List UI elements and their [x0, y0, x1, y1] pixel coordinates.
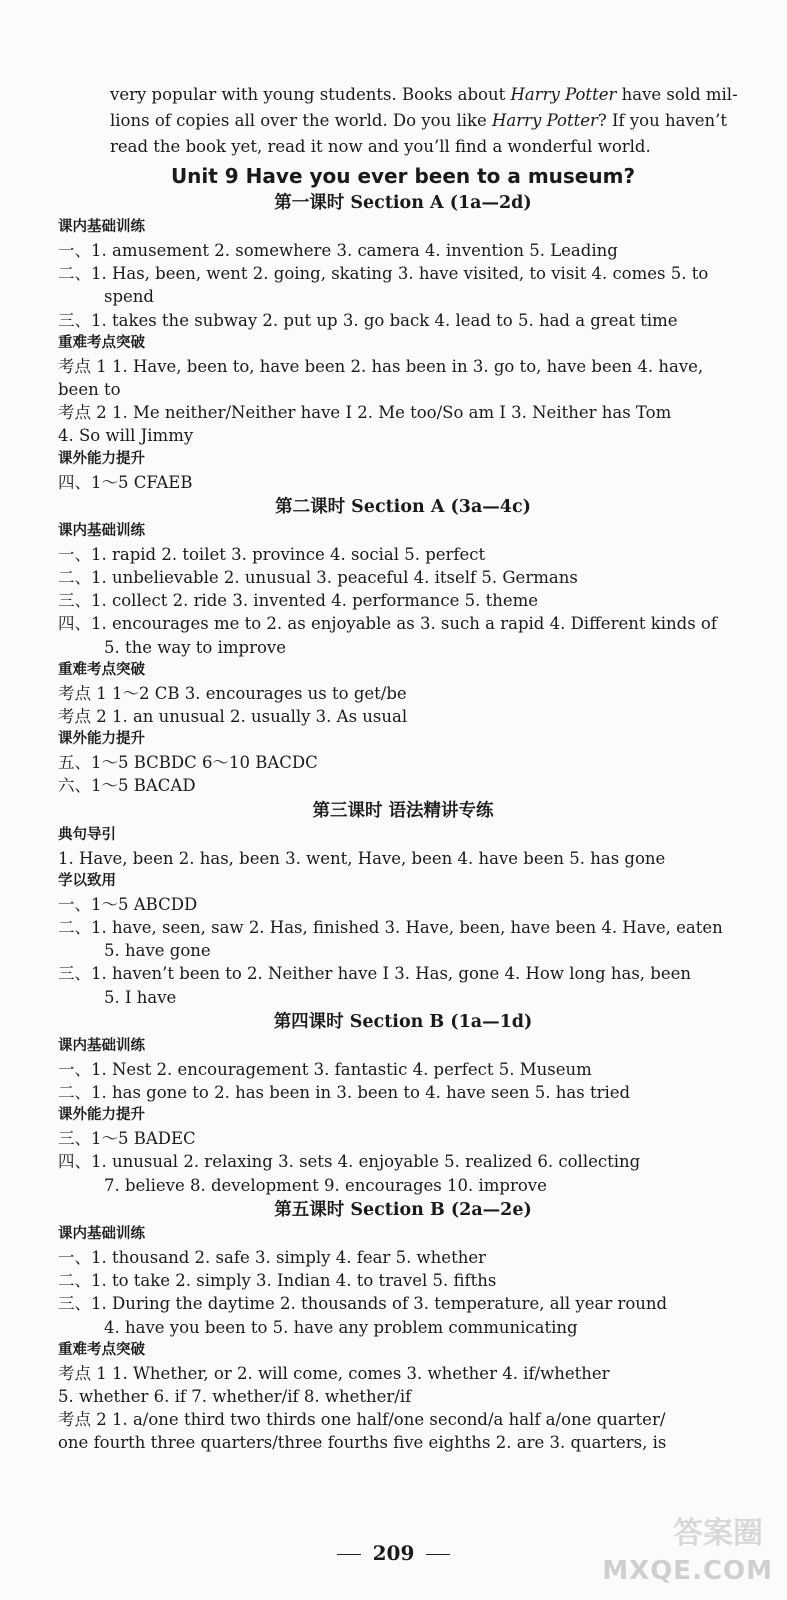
- answer-line: spend: [104, 287, 154, 307]
- lesson-heading: 第四课时 Section B (1a—1d): [273, 1011, 533, 1032]
- category-heading: 重难考点突破: [58, 1341, 145, 1358]
- lesson-heading: 第一课时 Section A (1a—2d): [274, 193, 532, 213]
- answer-line: 二、1. to take 2. simply 3. Indian 4. to travel 5. fifths: [58, 1271, 497, 1291]
- answer-line: 5. the way to improve: [104, 637, 286, 657]
- answer-line: 4. So will Jimmy: [58, 426, 194, 446]
- page-number: 209: [0, 1541, 787, 1565]
- answer-line: 四、1. encourages me to 2. as enjoyable as 3. such a rapid 4. Different kinds of: [58, 614, 717, 634]
- answer-line: 一、1～5 ABCDD: [58, 894, 198, 914]
- category-heading: 课内基础训练: [58, 219, 145, 235]
- intro-line-3: read the book yet, read it now and you’ll find a wonderful world.: [110, 137, 651, 156]
- lesson-heading: 第二课时 Section A (3a—4c): [275, 496, 531, 517]
- answer-line: 二、1. has gone to 2. has been in 3. been to 4. have seen 5. has tried: [58, 1083, 631, 1103]
- answer-line: 考点 1 1. Have, been to, have been 2. has been in 3. go to, have been 4. have,: [58, 356, 704, 376]
- category-heading: 课内基础训练: [58, 1225, 145, 1242]
- intro-line-2: lions of copies all over the world. Do you like Harry Potter? If you haven’t: [110, 111, 728, 130]
- answer-line: 四、1～5 CFAEB: [58, 472, 193, 492]
- answer-line: 三、1. During the daytime 2. thousands of 3. temperature, all year round: [58, 1294, 668, 1314]
- answer-line: 5. whether 6. if 7. whether/if 8. whether/if: [58, 1386, 412, 1406]
- lesson-heading: 第三课时 语法精讲专练: [312, 800, 494, 821]
- answer-line: 四、1. unusual 2. relaxing 3. sets 4. enjoyable 5. realized 6. collecting: [58, 1152, 641, 1172]
- answer-line: 4. have you been to 5. have any problem communicating: [104, 1317, 578, 1337]
- answer-line: 二、1. have, seen, saw 2. Has, finished 3. Have, been, have been 4. Have, eaten: [58, 918, 723, 938]
- category-heading: 重难考点突破: [58, 661, 145, 678]
- category-heading: 重难考点突破: [58, 334, 145, 351]
- answer-line: one fourth three quarters/three fourths five eighths 2. are 3. quarters, is: [58, 1433, 667, 1453]
- answer-line: 7. believe 8. development 9. encourages 10. improve: [104, 1175, 547, 1195]
- answer-line: 考点 2 1. a/one third two thirds one half/one second/a half a/one quarter/: [58, 1410, 666, 1430]
- answer-line: 三、1. haven’t been to 2. Neither have I 3. Has, gone 4. How long has, been: [58, 964, 692, 984]
- category-heading: 课内基础训练: [58, 1037, 145, 1054]
- answer-line: 三、1～5 BADEC: [58, 1129, 196, 1149]
- answer-line: 二、1. unbelievable 2. unusual 3. peaceful 4. itself 5. Germans: [58, 568, 578, 588]
- unit-title: Unit 9 Have you ever been to a museum?: [170, 164, 636, 188]
- answer-line: been to: [58, 380, 121, 400]
- answer-line: 5. I have: [104, 987, 177, 1007]
- answer-line: 三、1. takes the subway 2. put up 3. go back 4. lead to 5. had a great time: [58, 310, 678, 330]
- answer-line: 一、1. amusement 2. somewhere 3. camera 4. invention 5. Leading: [58, 241, 618, 260]
- answer-line: 5. have gone: [104, 941, 211, 961]
- category-heading: 典句导引: [58, 826, 116, 843]
- answer-line: 六、1～5 BACAD: [58, 776, 196, 796]
- answer-line: 考点 1 1～2 CB 3. encourages us to get/be: [58, 683, 407, 703]
- answer-line: 考点 2 1. Me neither/Neither have I 2. Me too/So am I 3. Neither has Tom: [58, 403, 672, 423]
- answer-line: 考点 2 1. an unusual 2. usually 3. As usual: [58, 707, 408, 727]
- answer-line: 1. Have, been 2. has, been 3. went, Have, been 4. have been 5. has gone: [58, 848, 666, 868]
- answer-line: 三、1. collect 2. ride 3. invented 4. performance 5. theme: [58, 591, 539, 611]
- watermark: MXQE.COM: [602, 1556, 773, 1586]
- category-heading: 课外能力提升: [58, 731, 145, 748]
- answer-line: 一、1. thousand 2. safe 3. simply 4. fear 5. whether: [58, 1247, 486, 1267]
- answer-lines: [58, 190, 748, 1455]
- watermark-logo: 答案圈: [673, 1516, 763, 1551]
- intro-line-1: very popular with young students. Books about Harry Potter have sold mil-: [110, 85, 738, 104]
- category-heading: 学以致用: [58, 872, 116, 889]
- answer-line: 一、1. Nest 2. encouragement 3. fantastic 4. perfect 5. Museum: [58, 1059, 592, 1079]
- page-content: [58, 82, 748, 1455]
- lesson-heading: 第五课时 Section B (2a—2e): [274, 1199, 532, 1220]
- answer-line: 二、1. Has, been, went 2. going, skating 3. have visited, to visit 4. comes 5. to: [58, 264, 709, 284]
- category-heading: 课外能力提升: [58, 450, 145, 467]
- answer-line: 五、1～5 BCBDC 6～10 BACDC: [58, 753, 318, 773]
- answer-line: 考点 1 1. Whether, or 2. will come, comes 3. whether 4. if/whether: [58, 1363, 610, 1383]
- answer-line: 一、1. rapid 2. toilet 3. province 4. social 5. perfect: [58, 544, 486, 564]
- category-heading: 课外能力提升: [58, 1107, 145, 1124]
- category-heading: 课内基础训练: [58, 522, 145, 539]
